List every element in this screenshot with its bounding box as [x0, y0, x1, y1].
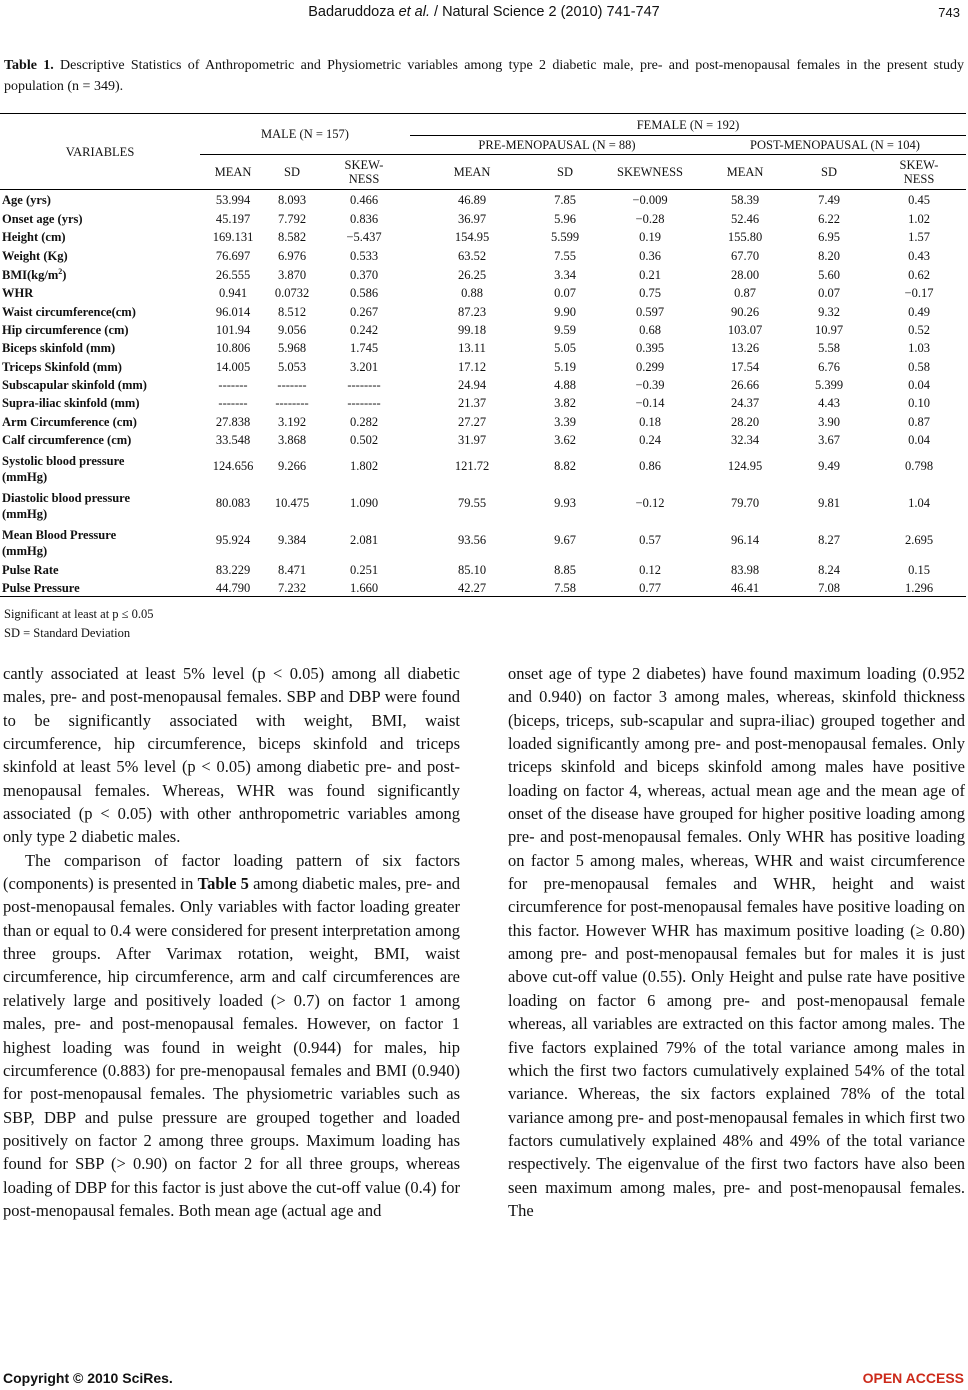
table-cell: 6.76 [818, 359, 840, 374]
table-cell: 0.299 [635, 359, 665, 374]
table-cell: 0.282 [349, 414, 379, 429]
table-cell: 5.599 [550, 230, 580, 245]
body-text: among diabetic males, pre- and post-menopausal females. Only variables with factor loading greater than or equal to 0.4 were considered for present interpretation among three groups. After Varimax rotation, weight, BMI, waist circumference, hip circumference, arm and calf circumferences are relatively large and positively loaded (> 0.7) on factor 1 among males, pre- and post-menopausal females. However, on factor 1 highest loading was found in weight (0.944) for males, hip circumference (0.883) for pre-menopausal females and BMI (0.940) for post-menopausal females. The physiometric variables such as SBP, DBP and pulse pressure are grouped together and loaded positively on factor 2 among three groups. Maximum loading has found for SBP (> 0.90) on factor 2 for all three groups, whereas loading of DBP for this factor is just above the cut-off value (0.4) for post-menopausal females. Both mean age (actual age and [3, 874, 460, 1220]
table-cell: 26.25 [457, 267, 487, 282]
table-cell: 0.75 [639, 286, 661, 301]
table-cell: 103.07 [727, 322, 763, 337]
variable-name: Onset age (yrs) [2, 211, 83, 226]
table-cell: 0.502 [349, 433, 379, 448]
table-cell: 7.85 [554, 193, 576, 208]
table-cell: 3.62 [554, 433, 576, 448]
table-cell: 1.57 [908, 230, 930, 245]
table-cell: 0.395 [635, 341, 665, 356]
column-header: SD [534, 155, 596, 190]
table-cell: 0.466 [349, 193, 379, 208]
table-cell: 3.868 [277, 433, 307, 448]
table-cell: 1.660 [318, 578, 410, 597]
table-1 [0, 113, 966, 597]
table-cell: 0.87 [908, 414, 930, 429]
running-head-etal: et al. [398, 4, 430, 20]
table-cell: 8.85 [554, 562, 576, 577]
table-cell: 8.24 [818, 562, 840, 577]
table-cell: 7.58 [534, 578, 596, 597]
table-row [0, 485, 966, 522]
table-cell: 7.49 [818, 193, 840, 208]
table-cell: 3.67 [818, 433, 840, 448]
variable-name: Arm Circumference (cm) [2, 414, 137, 429]
variable-name-cell [0, 411, 200, 429]
table-cell: −0.17 [904, 286, 934, 301]
column-header: MEAN [200, 155, 266, 190]
column-header: SKEW- NESS [872, 155, 966, 190]
copyright: Copyright © 2010 SciRes. [3, 1370, 173, 1386]
table-cell: 0.57 [639, 533, 661, 548]
table-cell: 0.52 [908, 322, 930, 337]
table-cell: 26.555 [215, 267, 251, 282]
table-cell: 24.37 [730, 396, 760, 411]
table-cell: 0.0732 [274, 286, 310, 301]
table-cell: 6.95 [818, 230, 840, 245]
variable-name: Pulse Rate [2, 562, 59, 577]
table-cell: 9.49 [818, 459, 840, 474]
variable-name: WHR [2, 286, 34, 301]
table-cell: 124.656 [212, 459, 254, 474]
variable-name: Hip circumference (cm) [2, 322, 129, 337]
table-row [0, 559, 966, 577]
body-column-right [508, 662, 965, 1222]
variable-name: Weight (Kg) [2, 248, 68, 263]
table-row [0, 264, 966, 283]
table-cell: 27.27 [457, 414, 487, 429]
table-cell: 7.232 [266, 578, 318, 597]
variable-name-cell [0, 559, 200, 577]
table-cell: 58.39 [730, 193, 760, 208]
table-row [0, 208, 966, 226]
table-cell: 93.56 [457, 533, 487, 548]
variable-name-cell [0, 448, 200, 485]
variable-name-cell [0, 320, 200, 338]
table-cell: 0.941 [218, 286, 248, 301]
table-cell: 0.04 [908, 433, 930, 448]
table-note-significance: Significant at least at p ≤ 0.05 [4, 607, 154, 621]
table-cell: 9.384 [277, 533, 307, 548]
table-cell: 76.697 [215, 248, 251, 263]
table-row [0, 393, 966, 411]
table-cell: 28.00 [730, 267, 760, 282]
table-cell: 0.36 [639, 248, 661, 263]
table-cell: −0.009 [632, 193, 668, 208]
variable-name-cell [0, 264, 200, 283]
table-cell: 24.94 [457, 378, 487, 393]
table-cell: 5.19 [554, 359, 576, 374]
table-cell: 0.12 [639, 562, 661, 577]
variable-name-cell [0, 301, 200, 319]
table-cell: 10.97 [814, 322, 844, 337]
pre-menopausal-header: PRE-MENOPAUSAL (N = 88) [410, 136, 704, 155]
table-cell: 53.994 [215, 193, 251, 208]
table-cell: 155.80 [727, 230, 763, 245]
table-cell: 8.582 [277, 230, 307, 245]
table-cell: 99.18 [457, 322, 487, 337]
table-cell: 13.11 [458, 341, 486, 356]
table-cell: 1.03 [908, 341, 930, 356]
table-row [0, 320, 966, 338]
variable-name: Waist circumference(cm) [2, 304, 136, 319]
table-caption-label: Table 1. [4, 58, 54, 73]
table-cell: 0.15 [908, 562, 930, 577]
open-access-label: OPEN ACCESS [862, 1370, 964, 1386]
variable-name: Supra-iliac skinfold (mm) [2, 396, 140, 411]
table-cell: 13.26 [730, 341, 760, 356]
table-cell: 2.081 [349, 533, 379, 548]
running-head-journal: / Natural Science 2 (2010) 741-747 [434, 4, 660, 20]
variable-name: Pulse Pressure [2, 581, 80, 596]
variable-name: Systolic blood pressure (mmHg) [2, 454, 125, 485]
table-cell: 8.20 [818, 248, 840, 263]
table-cell: 0.68 [639, 322, 661, 337]
table-cell: 0.49 [908, 304, 930, 319]
table-cell: −0.28 [635, 211, 665, 226]
table-row [0, 375, 966, 393]
table-cell: 10.475 [274, 496, 310, 511]
table-cell: 3.39 [554, 414, 576, 429]
table-cell: 0.19 [639, 230, 661, 245]
table-cell: 1.04 [908, 496, 930, 511]
body-text: The comparison of factor loading pattern of six factors (components) is presented in [3, 850, 460, 894]
table-cell: 96.014 [215, 304, 251, 319]
table-cell: 7.792 [277, 211, 307, 226]
running-head-authors: Badaruddoza [308, 4, 395, 20]
table-cell: 0.43 [908, 248, 930, 263]
female-header: FEMALE (N = 192) [410, 114, 966, 136]
body-paragraph: onset age of type 2 diabetes) have found maximum loading (0.952 and 0.940) on factor 3 among males, whereas, skinfold thickness (biceps, triceps, sub-scapular and supra-iliac) grouped together and loaded significantly among pre- and post-menopausal females. Only triceps skinfold and biceps skinfold among males have positive loading on factor 4, whereas, actual mean age and the mean age of onset of the disease have grouped for higher positive loading among pre- and post-menopausal females. Only WHR has positive loading on factor 5 among males, whereas, WHR and waist circumference for pre-menopausal females and WHR, height and waist circumference for post-menopausal females have positive loading on this factor. However WHR has maximum positive loading (≥ 0.80) among pre- and post-menopausal females but for males it is just above cut-off value (0.55). Only Height and pulse rate have positive loading on factor 6 among pre- and post-menopausal female whereas, all variables are extracted on this factor among males. The five factors explained 79% of the total variance among males in which the first two factors cumulatively explained 54% of the total variance. Whereas, the six factors explained 78% of the total variance among pre- and post-menopausal females in which first two factors cumulatively explained 48% and 49% of the total variance respectively. The eigenvalue of the first two factors have also been seen maximum among males, pre- and post-menopausal females. The [508, 664, 965, 1220]
table-cell: 8.27 [818, 533, 840, 548]
variable-name-cell [0, 338, 200, 356]
table-row [0, 522, 966, 559]
table-cell: 96.14 [730, 533, 760, 548]
table-cell: 67.70 [730, 248, 760, 263]
table-row [0, 448, 966, 485]
table-cell: 0.58 [908, 359, 930, 374]
variable-name-cell [0, 208, 200, 226]
table-cell: 31.97 [457, 433, 487, 448]
table-cell: 80.083 [215, 496, 251, 511]
table-cell: 45.197 [215, 211, 251, 226]
table-cell: −5.437 [346, 230, 382, 245]
table-row [0, 578, 966, 597]
table-cell: 3.90 [818, 414, 840, 429]
variable-name: Biceps skinfold (mm) [2, 341, 116, 356]
table-cell: 9.93 [554, 496, 576, 511]
page-header [0, 2, 968, 24]
table-cell: 3.34 [554, 267, 576, 282]
table-cell: 17.54 [730, 359, 760, 374]
table-cell: 9.32 [818, 304, 840, 319]
table-cell: 5.05 [554, 341, 576, 356]
table-cell: -------- [347, 378, 381, 393]
table-cell: 0.04 [908, 378, 930, 393]
table-cell: -------- [347, 396, 381, 411]
table-cell: −0.14 [635, 396, 665, 411]
table-cell: ------- [277, 378, 307, 393]
variable-name-cell [0, 393, 200, 411]
table-cell: 0.533 [349, 248, 379, 263]
variables-header: VARIABLES [0, 114, 200, 190]
page-footer [0, 1370, 968, 1390]
table-cell: 3.82 [554, 396, 576, 411]
variable-name: Age (yrs) [2, 193, 51, 208]
variable-name: Calf circumference (cm) [2, 433, 132, 448]
table-cell: 3.201 [349, 359, 379, 374]
table-cell: 83.98 [730, 562, 760, 577]
table-cell: 0.18 [639, 414, 661, 429]
table-cell: 83.229 [215, 562, 251, 577]
table-cell: 3.870 [277, 267, 307, 282]
table-cell: 0.77 [596, 578, 704, 597]
table-cell: 52.46 [730, 211, 760, 226]
table-cell: 0.88 [461, 286, 483, 301]
table-cell: 0.87 [734, 286, 756, 301]
table-row [0, 430, 966, 448]
column-header: MEAN [410, 155, 534, 190]
table-cell: 9.67 [554, 533, 576, 548]
variable-name: Mean Blood Pressure (mmHg) [2, 528, 117, 559]
table-cell: 121.72 [454, 459, 490, 474]
variable-name: Triceps Skinfold (mm) [2, 359, 122, 374]
table-cell: 0.251 [349, 562, 379, 577]
table-cell: 36.97 [457, 211, 487, 226]
table-cell: 5.399 [814, 378, 844, 393]
table-cell: 9.81 [818, 496, 840, 511]
table-cell: 27.838 [215, 414, 251, 429]
table-cell: ------- [218, 378, 248, 393]
table-cell: ------- [218, 396, 248, 411]
table-cell: 8.093 [277, 193, 307, 208]
table-note-sd: SD = Standard Deviation [4, 626, 131, 640]
variable-name-cell [0, 245, 200, 263]
table-cell: 85.10 [457, 562, 487, 577]
table-cell: 6.22 [818, 211, 840, 226]
table-cell: 3.192 [277, 414, 307, 429]
table-cell: 0.24 [639, 433, 661, 448]
table-cell: 0.45 [908, 193, 930, 208]
variable-name: Subscapular skinfold (mm) [2, 378, 147, 393]
table-cell: 46.89 [457, 193, 487, 208]
variable-name-cell [0, 227, 200, 245]
variable-name-cell [0, 485, 200, 522]
table-row [0, 227, 966, 245]
table-cell: 17.12 [457, 359, 487, 374]
column-header: SD [266, 155, 318, 190]
table-cell: 5.60 [818, 267, 840, 282]
table-cell: 28.20 [730, 414, 760, 429]
table-caption [4, 55, 964, 97]
body-paragraph: cantly associated at least 5% level (p < 0.05) among all diabetic males, pre- and post-menopausal females. SBP and DBP were found to be significantly associated with weight, BMI, waist circumference, hip circumference, biceps skinfold and triceps skinfold at least 5% level (p < 0.05) among diabetic pre- and post-menopausal females. Whereas, WHR was found significantly associated (p < 0.05) with other anthropometric variables among only type 2 diabetic males. [3, 664, 460, 847]
table-cell: 14.005 [215, 359, 251, 374]
table-cell: 1.296 [872, 578, 966, 597]
table-cell: 21.37 [457, 396, 487, 411]
variable-name: BMI(kg/m [2, 267, 59, 282]
table-row [0, 245, 966, 263]
table-cell: 2.695 [904, 533, 934, 548]
variable-name: Height (cm) [2, 230, 66, 245]
table-cell: 5.96 [554, 211, 576, 226]
table-cell: 9.59 [554, 322, 576, 337]
table-cell: 0.07 [554, 286, 576, 301]
table-cell: 79.70 [730, 496, 760, 511]
table-row [0, 301, 966, 319]
table-cell: 6.976 [277, 248, 307, 263]
table-row [0, 190, 966, 209]
table-cell: 4.88 [554, 378, 576, 393]
table-cell: −0.12 [635, 496, 665, 511]
table-cell: 33.548 [215, 433, 251, 448]
table-cell: 87.23 [457, 304, 487, 319]
table-cell: 0.836 [349, 211, 379, 226]
column-header: SKEWNESS [596, 155, 704, 190]
table-cell: 169.131 [212, 230, 254, 245]
page-number: 743 [938, 5, 960, 20]
table-cell: 0.242 [349, 322, 379, 337]
table-5-reference: Table 5 [197, 874, 249, 894]
table-cell: 1.02 [908, 211, 930, 226]
variable-name-cell [0, 430, 200, 448]
column-header: SD [786, 155, 872, 190]
table-cell: −0.39 [635, 378, 665, 393]
variable-name-cell [0, 283, 200, 301]
table-cell: 95.924 [215, 533, 251, 548]
table-cell: 32.34 [730, 433, 760, 448]
table-cell: 7.55 [554, 248, 576, 263]
table-cell: 26.66 [730, 378, 760, 393]
variable-name-cell [0, 356, 200, 374]
post-menopausal-header: POST-MENOPAUSAL (N = 104) [704, 136, 966, 155]
variable-name-cell [0, 375, 200, 393]
table-cell: 42.27 [410, 578, 534, 597]
table-cell: 9.266 [277, 459, 307, 474]
running-head [0, 4, 968, 20]
table-cell: 44.790 [200, 578, 266, 597]
table-cell: 10.806 [215, 341, 251, 356]
table-cell: 8.82 [554, 459, 576, 474]
table-cell: 1.090 [349, 496, 379, 511]
table-cell: 101.94 [215, 322, 251, 337]
table-cell: 0.597 [635, 304, 665, 319]
column-header: SKEW- NESS [318, 155, 410, 190]
table-cell: 0.586 [349, 286, 379, 301]
table-cell: 90.26 [730, 304, 760, 319]
table-cell: 9.056 [277, 322, 307, 337]
table-row [0, 338, 966, 356]
table-cell: 7.08 [786, 578, 872, 597]
table-row [0, 283, 966, 301]
table-cell: 1.745 [349, 341, 379, 356]
table-cell: 5.968 [277, 341, 307, 356]
table-cell: 0.370 [349, 267, 379, 282]
table-cell: 0.10 [908, 396, 930, 411]
table-cell: 0.07 [818, 286, 840, 301]
body-column-left [3, 662, 460, 1222]
table-cell: -------- [275, 396, 309, 411]
body-paragraph [3, 849, 460, 1223]
table-cell: 0.86 [639, 459, 661, 474]
table-cell: 0.62 [908, 267, 930, 282]
table-row [0, 356, 966, 374]
table-cell: 8.471 [277, 562, 307, 577]
table-caption-text: Descriptive Statistics of Anthropometric and Physiometric variables among type 2 diabetic male, pre- and post-menopausal females in the present study population (n = 349). [4, 58, 964, 94]
table-cell: 0.21 [639, 267, 661, 282]
table-cell: 46.41 [704, 578, 786, 597]
table-cell: 8.512 [277, 304, 307, 319]
male-header: MALE (N = 157) [200, 114, 410, 155]
table-row [0, 411, 966, 429]
variable-superscript: 2 [58, 266, 63, 276]
variable-name-cell [0, 522, 200, 559]
table-cell: 9.90 [554, 304, 576, 319]
variable-name-cell [0, 578, 200, 597]
variable-name-cell [0, 190, 200, 209]
table-cell: 4.43 [818, 396, 840, 411]
table-cell: 154.95 [454, 230, 490, 245]
variable-name: Diastolic blood pressure (mmHg) [2, 491, 131, 522]
table-cell: 0.267 [349, 304, 379, 319]
variable-suffix: ) [62, 267, 67, 282]
table-notes [4, 605, 154, 643]
table-cell: 124.95 [727, 459, 763, 474]
column-header: MEAN [704, 155, 786, 190]
table-cell: 5.58 [818, 341, 840, 356]
table-cell: 5.053 [277, 359, 307, 374]
table-cell: 79.55 [457, 496, 487, 511]
table-cell: 1.802 [349, 459, 379, 474]
table-cell: 0.798 [904, 459, 934, 474]
table-cell: 63.52 [457, 248, 487, 263]
